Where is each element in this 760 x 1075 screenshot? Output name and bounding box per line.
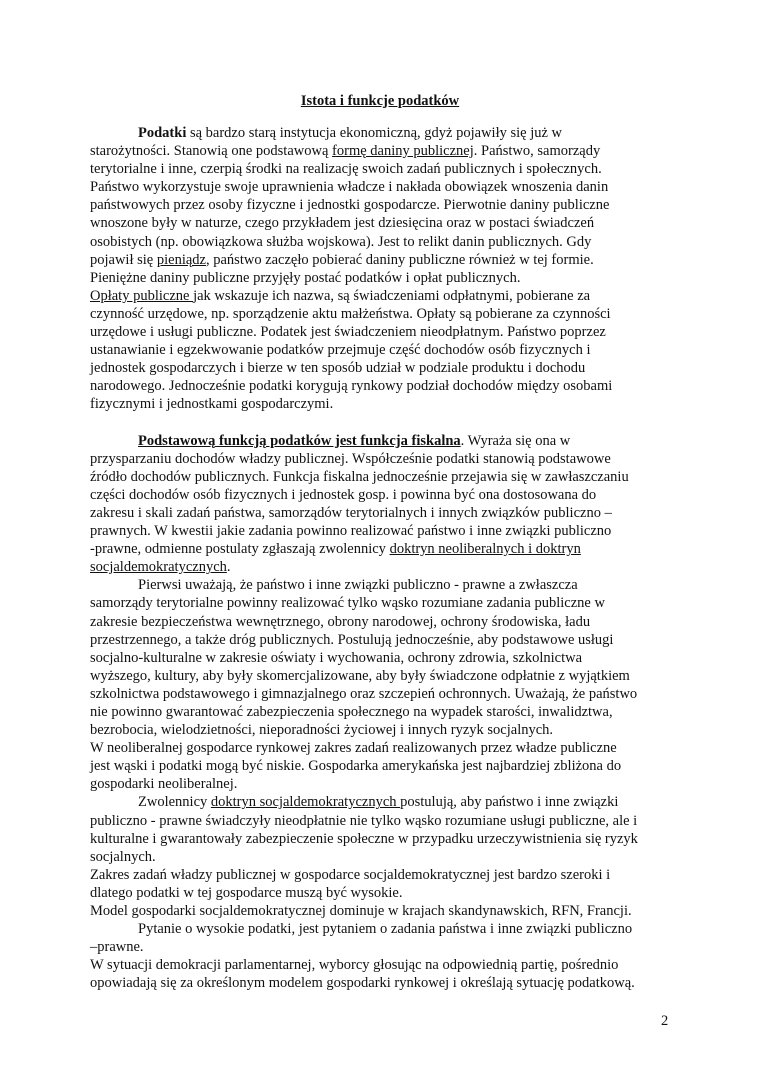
text-line: [90, 178, 670, 196]
text-line: [90, 504, 670, 522]
text-line: [90, 775, 670, 793]
text-line: [90, 269, 670, 287]
text-line: [90, 631, 670, 649]
text-run: , państwo zaczęło pobierać daniny publiczne również w tej formie.: [205, 251, 594, 268]
text-line: [90, 251, 670, 269]
text-line: [90, 341, 670, 359]
text-run: .: [226, 559, 231, 576]
text-run: bezrobocia, wielodzietności, nieporadności życiowej i innych ryzyk socjalnych.: [90, 722, 554, 739]
text-run: opowiadają się za określonym modelem gospodarki rynkowej i określają sytuację podatkową.: [90, 975, 635, 992]
text-run: Państwo wykorzystuje swoje uprawnienia władcze i nakłada obowiązek wnoszenia danin: [90, 179, 609, 196]
text-run: Pytanie o wysokie podatki, jest pytaniem o zadania państwa i inne związki publiczno: [138, 921, 633, 938]
text-run: szkolnictwa podstawowego i gimnazjalnego oraz szczepień ochronnych. Uważają, że państwo: [90, 685, 638, 702]
text-run: –prawne.: [90, 939, 144, 956]
text-run: osobistych (np. obowiązkowa służba wojskowa). Jest to relikt danin publicznych. Gdy: [90, 233, 592, 250]
text-run: W neoliberalnej gospodarce rynkowej zakres zadań realizowanych przez władze publiczne: [90, 740, 617, 757]
text-line: [90, 613, 670, 631]
text-run: ustanawianie i egzekwowanie podatków przejmuje część dochodów osób fizycznych i: [90, 342, 591, 359]
text-line: [90, 359, 670, 377]
page-number: 2: [661, 1013, 669, 1029]
text-run: przysparzaniu dochodów władzy publicznej. Współcześnie podatki stanowią podstawowe: [90, 450, 611, 467]
text-line: [90, 956, 670, 974]
text-line: [90, 522, 670, 540]
text-line: [90, 848, 670, 866]
text-line: [90, 305, 670, 323]
underlined-text: Podstawową funkcją podatków jest funkcja fiskalna: [138, 432, 461, 449]
text-line: [90, 196, 670, 214]
text-line: [90, 323, 670, 341]
text-line: [90, 124, 670, 142]
text-line: [90, 486, 670, 504]
text-run: nie powinno gwarantować zabezpieczenia społecznego na wypadek starości, inwalidztwa,: [90, 704, 613, 720]
text-run: Pieniężne daniny publiczne przyjęły postać podatków i opłat publicznych.: [90, 269, 521, 286]
text-line: [90, 432, 670, 450]
text-line: [90, 703, 670, 721]
text-line: [90, 468, 670, 486]
text-run: -prawne, odmienne postulaty zgłaszają zwolennicy: [90, 541, 390, 558]
text-run: wyższego, kultury, aby były skomercjalizowane, aby były świadczone odpłatnie z wyjątkiem: [90, 667, 630, 684]
blank-line: [90, 414, 670, 432]
text-run: postulują, aby państwo i inne związki: [400, 794, 619, 811]
text-run: socjalnych.: [90, 848, 156, 865]
text-line: [90, 902, 670, 920]
underlined-text: socjaldemokratycznych: [90, 559, 227, 576]
text-run: przestrzennego, a także dróg publicznych. Postulują jednocześnie, aby podstawowe usługi: [90, 631, 614, 648]
text-run: narodowego. Jednocześnie podatki korygują rynkowy podział dochodów między osobami: [90, 378, 613, 395]
text-line: [90, 160, 670, 178]
text-run: źródło dochodów publicznych. Funkcja fiskalna jednocześnie przejawia się w zawłaszczaniu: [90, 468, 629, 485]
text-line: [90, 233, 670, 251]
text-run: . Wyraża się ona w: [460, 432, 571, 449]
text-line: [90, 757, 670, 775]
text-run: samorządy terytorialne powinny realizować tylko wąsko rozumiane zadania publiczne w: [90, 595, 605, 612]
text-run: dlatego podatki w tej gospodarce muszą być wysokie.: [90, 884, 403, 901]
text-line: [90, 287, 670, 305]
text-line: [90, 974, 670, 992]
text-run: fizycznymi i jednostkami gospodarczymi.: [90, 396, 334, 413]
text-line: [90, 866, 670, 884]
text-line: [90, 649, 670, 667]
text-line: [90, 450, 670, 468]
underlined-text: pieniądz: [156, 251, 206, 268]
text-run: części dochodów osób fizycznych i jednostek gosp. i powinna być ona dostosowana do: [90, 486, 597, 503]
text-line: [90, 920, 670, 938]
document-body: [90, 124, 670, 993]
text-run: publiczno - prawne świadczyły nieodpłatnie nie tylko wąsko rozumiane usługi publiczne, ale i: [90, 812, 638, 829]
text-line: [90, 667, 670, 685]
text-run: jednostek gospodarczych i bierze w ten sposób udział w podziale produktu i dochodu: [90, 360, 586, 377]
text-run: kulturalne i gwarantowały zabezpieczenie społeczne w przypadku urzeczywistnienia się ryzyk: [90, 830, 638, 847]
text-run: W sytuacji demokracji parlamentarnej, wyborcy głosując na odpowiednią partię, pośrednio: [90, 957, 619, 974]
text-run: starożytności. Stanowią one podstawową: [90, 143, 333, 160]
text-run: wnoszone były w naturze, czego przykładem jest dziesięcina oraz w postaci świadczeń: [90, 215, 595, 232]
text-line: [90, 214, 670, 232]
text-run: terytorialne i inne, czerpią środki na realizację swoich zadań publicznych i społecznych.: [90, 161, 602, 178]
text-run: Model gospodarki socjaldemokratycznej dominuje w krajach skandynawskich, RFN, Francji.: [90, 903, 632, 920]
text-line: [90, 142, 670, 160]
text-line: [90, 793, 670, 811]
text-run: czynność urzędowe, np. sporządzenie aktu małżeństwa. Opłaty są pobierane za czynności: [90, 305, 611, 322]
text-run: jest wąski i podatki mogą być niskie. Gospodarka amerykańska jest najbardziej zbliżona do: [90, 758, 622, 775]
text-run: socjalno-kulturalne w zakresie oświaty i wychowania, ochrony zdrowia, szkolnictwa: [90, 649, 583, 666]
underlined-text: doktryn neoliberalnych i doktryn: [389, 541, 581, 558]
text-run: jak wskazuje ich nazwa, są świadczeniami odpłatnymi, pobierane za: [193, 287, 591, 304]
text-run: Zakres zadań władzy publicznej w gospodarce socjaldemokratycznej jest bardzo szeroki i: [90, 866, 611, 883]
text-line: [90, 576, 670, 594]
text-line: [90, 594, 670, 612]
underlined-text: doktryn socjaldemokratycznych: [210, 794, 401, 811]
text-line: [90, 395, 670, 413]
text-line: [90, 938, 670, 956]
underlined-text: Opłaty publiczne: [90, 287, 194, 304]
text-line: [90, 540, 670, 558]
text-line: [90, 812, 670, 830]
text-line: [90, 685, 670, 703]
text-run: prawnych. W kwestii jakie zadania powinno realizować państwo i inne związki publiczno: [90, 523, 612, 540]
bold-text: Podatki: [138, 125, 187, 141]
text-line: [90, 830, 670, 848]
text-line: [90, 377, 670, 395]
text-run: państwowych przez osoby fizyczne i jednostki gospodarcze. Pierwotnie daniny publiczne: [90, 197, 610, 214]
text-run: . Państwo, samorządy: [473, 143, 601, 160]
page-title: Istota i funkcje podatków: [300, 93, 460, 109]
text-line: [90, 739, 670, 757]
text-run: Zwolennicy: [138, 794, 211, 811]
text-run: urzędowe i usługi publiczne. Podatek jest świadczeniem nieodpłatnym. Państwo poprzez: [90, 324, 606, 341]
text-run: są bardzo starą instytucja ekonomiczną, gdyż pojawiły się już w: [186, 125, 563, 141]
text-line: [90, 884, 670, 902]
text-run: pojawił się: [90, 251, 157, 268]
text-run: gospodarki neoliberalnej.: [90, 776, 238, 793]
text-run: Pierwsi uważają, że państwo i inne związki publiczno - prawne a zwłaszcza: [138, 577, 578, 594]
text-line: [90, 558, 670, 576]
text-run: zakresu i skali zadań państwa, samorządów terytorialnych i innych związków publiczno –: [90, 504, 612, 521]
text-run: zakresie bezpieczeństwa wewnętrznego, obrony narodowej, ochrony środowiska, ładu: [90, 613, 591, 630]
text-line: [90, 721, 670, 739]
underlined-text: formę daniny publicznej: [332, 143, 474, 160]
